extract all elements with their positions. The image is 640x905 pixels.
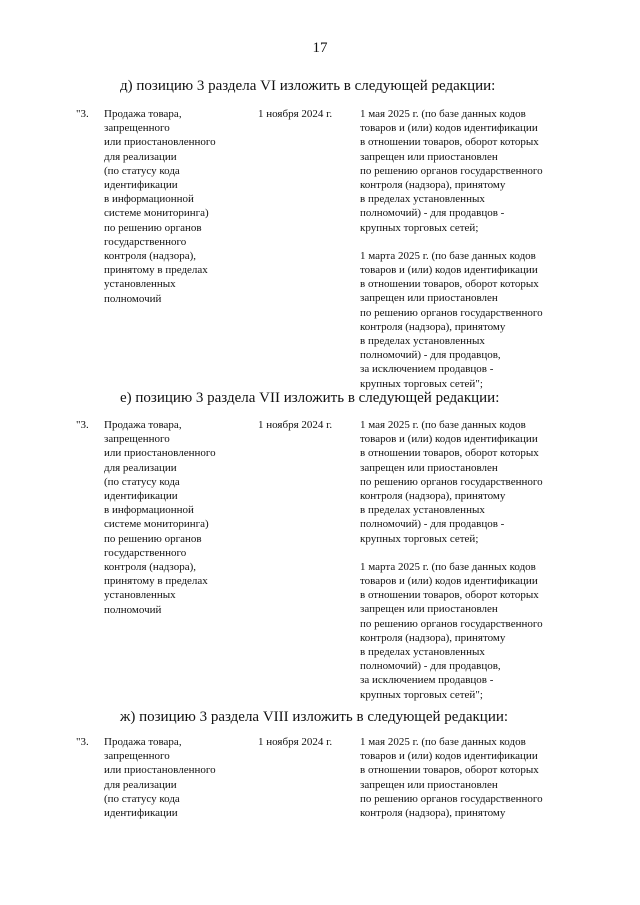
- text-line: идентификации: [104, 179, 178, 192]
- position-name: [104, 107, 254, 306]
- text-line: установленных: [104, 278, 176, 291]
- text-line: 1 марта 2025 г. (по базе данных кодов: [360, 560, 536, 573]
- text-line: запрещенного: [104, 122, 170, 135]
- text-line: государственного: [104, 546, 187, 559]
- text-line: государственного: [104, 235, 187, 248]
- text-line: полномочий) - для продавцов,: [360, 660, 501, 673]
- text-line: для реализации: [104, 150, 177, 163]
- start-date: 1 ноября 2024 г.: [258, 108, 333, 120]
- text-line: в пределах установленных: [360, 335, 485, 348]
- text-line: 1 мая 2025 г. (по базе данных кодов: [360, 419, 526, 431]
- text-line: по решению органов: [104, 532, 202, 545]
- position-number: "3.: [76, 419, 89, 431]
- text-line: 1 мая 2025 г. (по базе данных кодов: [360, 108, 526, 120]
- text-line: товаров и (или) кодов идентификации: [360, 122, 538, 135]
- position-name: [104, 418, 254, 617]
- text-line: контроля (надзора), принятому: [360, 631, 506, 644]
- terms-column: [360, 735, 580, 820]
- text-line: принятому в пределах: [104, 575, 208, 588]
- text-line: по решению органов государственного: [360, 164, 543, 177]
- section-heading-zh: ж) позицию 3 раздела VIII изложить в следующей редакции:: [120, 709, 509, 725]
- text-line: контроля (надзора),: [104, 250, 197, 263]
- term-paragraph-1: [360, 418, 580, 546]
- text-line: в пределах установленных: [360, 193, 485, 206]
- text-line: установленных: [104, 589, 176, 602]
- text-line: запрещен или приостановлен: [360, 150, 498, 163]
- text-line: запрещен или приостановлен: [360, 292, 498, 305]
- text-line: 1 мая 2025 г. (по базе данных кодов: [360, 736, 526, 748]
- text-line: товаров и (или) кодов идентификации: [360, 750, 538, 763]
- text-line: или приостановленного: [104, 136, 216, 149]
- text-line: для реализации: [104, 778, 177, 791]
- text-line: полномочий: [104, 292, 162, 305]
- text-line: или приостановленного: [104, 764, 216, 777]
- text-line: Продажа товара,: [104, 419, 182, 431]
- text-line: по решению органов государственного: [360, 475, 543, 488]
- text-line: Продажа товара,: [104, 108, 182, 120]
- text-line: в информационной: [104, 193, 194, 206]
- text-line: контроля (надзора),: [104, 561, 197, 574]
- text-line: принятому в пределах: [104, 264, 208, 277]
- text-line: товаров и (или) кодов идентификации: [360, 575, 538, 588]
- position-number: "3.: [76, 736, 89, 748]
- text-line: запрещен или приостановлен: [360, 603, 498, 616]
- text-line: полномочий) - для продавцов -: [360, 518, 505, 531]
- term-paragraph-2: [360, 249, 580, 391]
- text-line: 1 марта 2025 г. (по базе данных кодов: [360, 249, 536, 262]
- section-heading-e: е) позицию 3 раздела VII изложить в следующей редакции:: [120, 390, 500, 406]
- text-line: контроля (надзора), принятому: [360, 179, 506, 192]
- text-line: в отношении товаров, оборот которых: [360, 764, 539, 777]
- start-date: 1 ноября 2024 г.: [258, 736, 333, 748]
- text-line: в отношении товаров, оборот которых: [360, 136, 539, 149]
- text-line: за исключением продавцов -: [360, 674, 494, 687]
- term-paragraph-1: [360, 107, 580, 235]
- text-line: в информационной: [104, 504, 194, 517]
- term-paragraph-2: [360, 560, 580, 702]
- text-line: полномочий) - для продавцов -: [360, 207, 505, 220]
- text-line: в пределах установленных: [360, 504, 485, 517]
- position-number: "3.: [76, 108, 89, 120]
- text-line: системе мониторинга): [104, 207, 209, 220]
- text-line: крупных торговых сетей";: [360, 688, 483, 701]
- text-line: или приостановленного: [104, 447, 216, 460]
- text-line: за исключением продавцов -: [360, 363, 494, 376]
- text-line: контроля (надзора), принятому: [360, 320, 506, 333]
- text-line: в отношении товаров, оборот которых: [360, 589, 539, 602]
- position-name: [104, 735, 254, 820]
- text-line: товаров и (или) кодов идентификации: [360, 264, 538, 277]
- text-line: в отношении товаров, оборот которых: [360, 278, 539, 291]
- text-line: идентификации: [104, 807, 178, 820]
- section-heading-d: д) позицию 3 раздела VI изложить в следующей редакции:: [120, 78, 496, 94]
- text-line: крупных торговых сетей;: [360, 221, 479, 234]
- text-line: контроля (надзора), принятому: [360, 490, 506, 503]
- text-line: полномочий) - для продавцов,: [360, 349, 501, 362]
- text-line: для реализации: [104, 461, 177, 474]
- text-line: Продажа товара,: [104, 736, 182, 748]
- text-line: полномочий: [104, 603, 162, 616]
- text-line: (по статусу кода: [104, 475, 180, 488]
- text-line: (по статусу кода: [104, 792, 180, 805]
- text-line: системе мониторинга): [104, 518, 209, 531]
- terms-column: [360, 418, 580, 702]
- text-line: идентификации: [104, 490, 178, 503]
- text-line: запрещен или приостановлен: [360, 778, 498, 791]
- text-line: крупных торговых сетей;: [360, 532, 479, 545]
- text-line: запрещенного: [104, 750, 170, 763]
- text-line: в пределах установленных: [360, 646, 485, 659]
- text-line: товаров и (или) кодов идентификации: [360, 433, 538, 446]
- text-line: запрещенного: [104, 433, 170, 446]
- text-line: по решению органов государственного: [360, 792, 543, 805]
- term-paragraph-1: [360, 735, 580, 820]
- page-number: 17: [312, 40, 328, 56]
- text-line: (по статусу кода: [104, 164, 180, 177]
- text-line: контроля (надзора), принятому: [360, 807, 506, 820]
- start-date: 1 ноября 2024 г.: [258, 419, 333, 431]
- text-line: по решению органов государственного: [360, 306, 543, 319]
- text-line: крупных торговых сетей";: [360, 377, 483, 390]
- text-line: запрещен или приостановлен: [360, 461, 498, 474]
- terms-column: [360, 107, 580, 391]
- text-line: по решению органов: [104, 221, 202, 234]
- text-line: по решению органов государственного: [360, 617, 543, 630]
- text-line: в отношении товаров, оборот которых: [360, 447, 539, 460]
